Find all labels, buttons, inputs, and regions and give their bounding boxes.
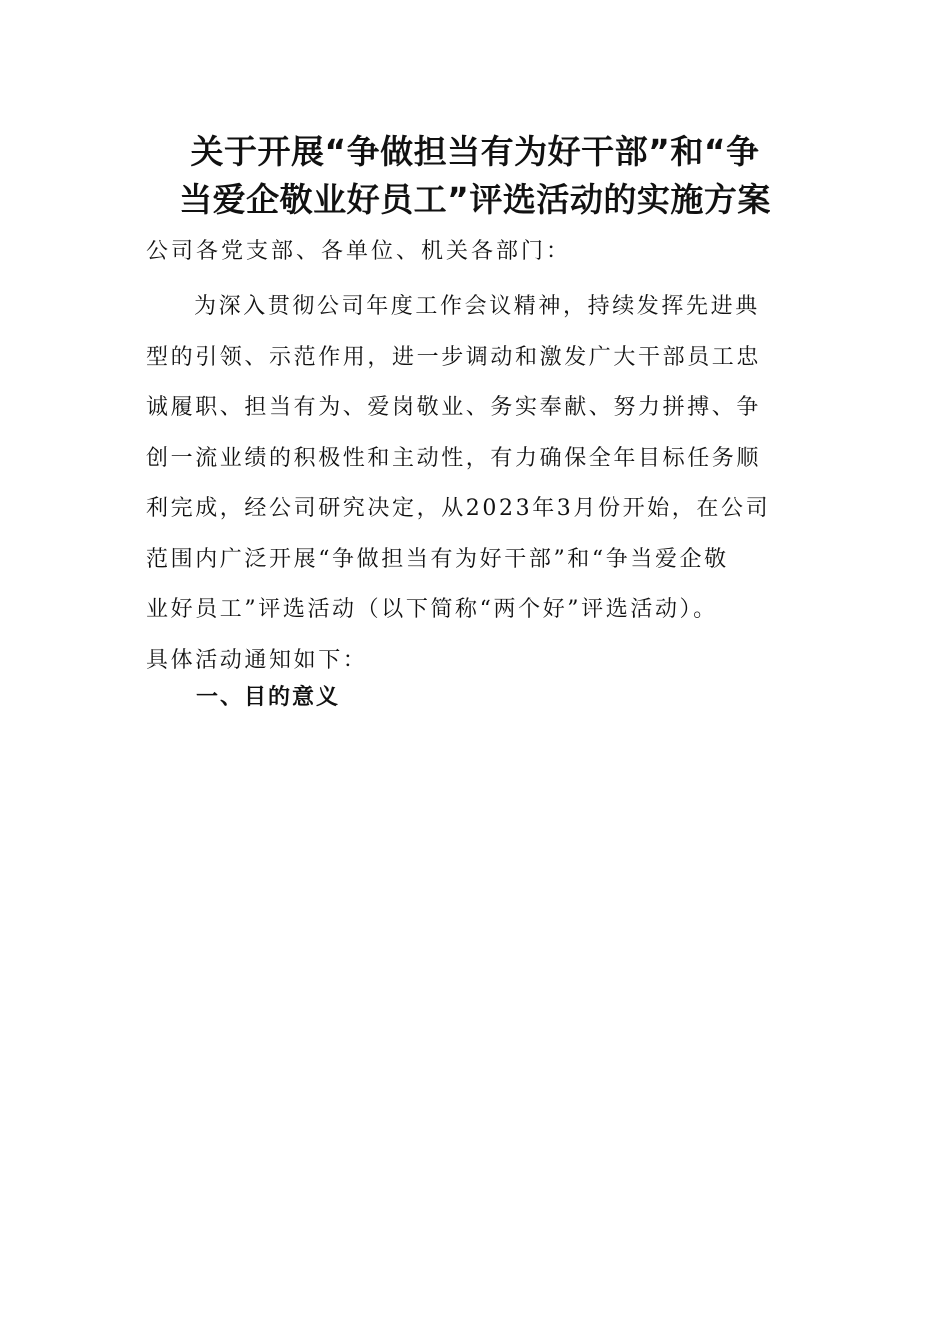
body-line-5: 利完成，经公司研究决定，从2023年3月份开始，在公司 — [146, 496, 771, 521]
body-line-3: 诚履职、担当有为、爱岗敬业、务实奉献、努力拼搏、争 — [146, 395, 762, 420]
section-heading: 一、目的意义 — [196, 685, 341, 710]
body-paragraph — [146, 282, 806, 686]
title-line-1: 关于开展“争做担当有为好干部”和“争 — [190, 132, 760, 171]
document-title — [100, 128, 850, 224]
body-line-2: 型的引领、示范作用，进一步调动和激发广大干部员工忠 — [146, 344, 762, 370]
body-line-6: 范围内广泛开展“争做担当有为好干部”和“争当爱企敬 — [146, 546, 729, 572]
body-line-1: 为深入贯彻公司年度工作会议精神，持续发挥先进典 — [194, 294, 760, 319]
title-line-2: 当爱企敬业好员工”评选活动的实施方案 — [179, 180, 771, 219]
salutation: 公司各党支部、各单位、机关各部门： — [146, 239, 572, 264]
body-line-4: 创一流业绩的积极性和主动性，有力确保全年目标任务顺 — [146, 445, 762, 471]
body-line-7: 业好员工”评选活动（以下简称“两个好”评选活动）。 — [146, 597, 718, 622]
body-line-8: 具体活动通知如下： — [146, 647, 368, 673]
